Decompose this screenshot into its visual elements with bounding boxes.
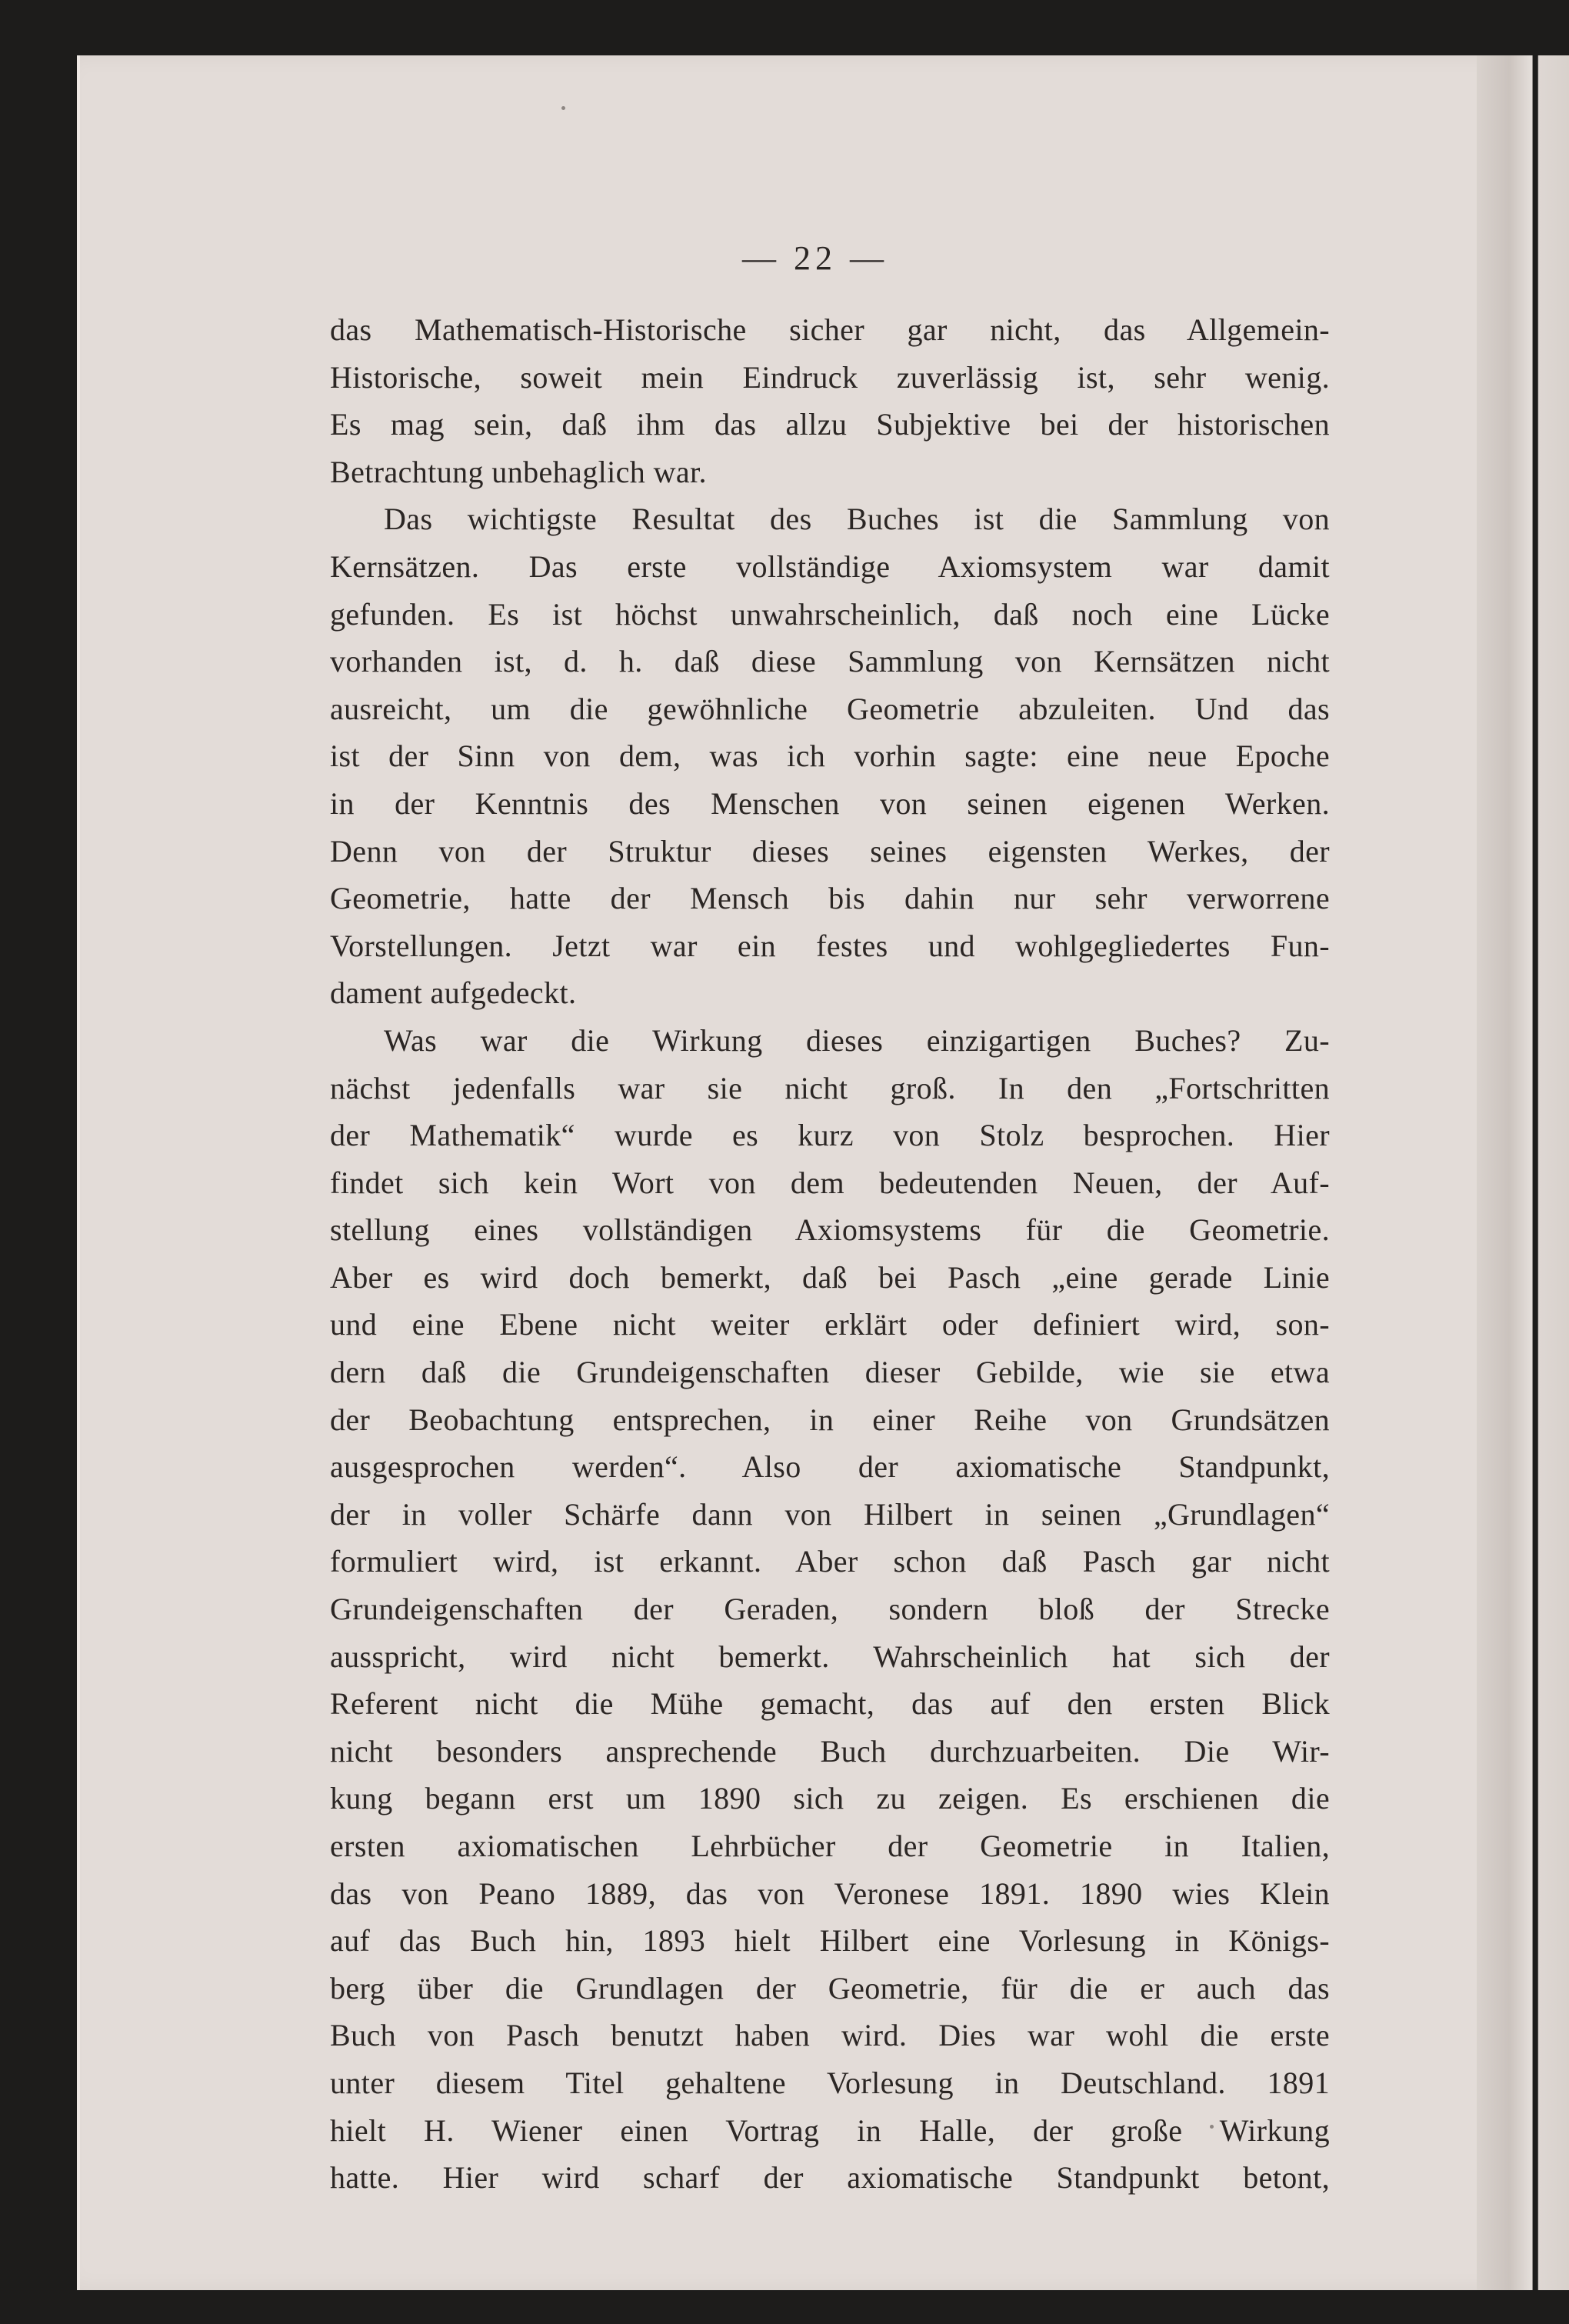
text-line: nicht besonders ansprechende Buch durchzuarbeiten. Die Wir- [330, 1733, 1330, 1769]
text-line: Grundeigenschaften der Geraden, sondern bloß der Strecke [330, 1592, 1330, 1627]
text-line: dern daß die Grundeigenschaften dieser Gebilde, wie sie etwa [330, 1355, 1330, 1390]
text-line: Kernsätzen. Das erste vollständige Axiomsystem war damit [330, 548, 1330, 584]
text-line: ersten axiomatischen Lehrbücher der Geometrie in Italien, [330, 1829, 1330, 1863]
text-line: berg über die Grundlagen der Geometrie, für die er auch das [330, 1970, 1330, 2006]
text-line: der Mathematik“ wurde es kurz von Stolz besprochen. Hier [330, 1118, 1330, 1153]
text-line: hielt H. Wiener einen Vortrag in Halle, der große Wirkung [330, 2112, 1330, 2148]
text-line: Aber es wird doch bemerkt, daß bei Pasch „eine gerade Linie [330, 1259, 1330, 1295]
text-line: hatte. Hier wird scharf der axiomatische Standpunkt betont, [330, 2160, 1330, 2196]
text-line: Es mag sein, daß ihm das allzu Subjektive bei der historischen [330, 407, 1330, 442]
text-line: vorhanden ist, d. h. daß diese Sammlung von Kernsätzen nicht [330, 644, 1330, 679]
text-line: ausreicht, um die gewöhnliche Geometrie abzuleiten. Und das [330, 691, 1330, 726]
text-line: Was war die Wirkung dieses einzigartigen Buches? Zu- [384, 1022, 1330, 1058]
paper-speck [561, 106, 565, 110]
text-line: stellung eines vollständigen Axiomsystems für die Geometrie. [330, 1212, 1330, 1248]
text-line: formuliert wird, ist erkannt. Aber schon daß Pasch gar nicht [330, 1544, 1330, 1579]
text-line: dament aufgedeckt. [330, 975, 577, 1011]
text-line: unter diesem Titel gehaltene Vorlesung in Deutschland. 1891 [330, 2065, 1330, 2100]
text-line: auf das Buch hin, 1893 hielt Hilbert eine Vorlesung in Königs- [330, 1923, 1330, 1959]
text-line: ausspricht, wird nicht bemerkt. Wahrscheinlich hat sich der [330, 1639, 1330, 1674]
text-line: ausgesprochen werden“. Also der axiomatische Standpunkt, [330, 1449, 1330, 1485]
text-line: der Beobachtung entsprechen, in einer Reihe von Grundsätzen [330, 1402, 1330, 1437]
text-line: und eine Ebene nicht weiter erklärt oder definiert wird, son- [330, 1307, 1330, 1342]
book-gutter [1477, 55, 1569, 2290]
text-line: Geometrie, hatte der Mensch bis dahin nur sehr verworrene [330, 881, 1330, 916]
text-line: Historische, soweit mein Eindruck zuverlässig ist, sehr wenig. [330, 359, 1330, 395]
text-line: Das wichtigste Resultat des Buches ist die Sammlung von [384, 502, 1330, 537]
body-text [330, 306, 1330, 2202]
text-line: Referent nicht die Mühe gemacht, das auf den ersten Blick [330, 1686, 1330, 1722]
text-line: das von Peano 1889, das von Veronese 1891. 1890 wies Klein [330, 1876, 1330, 1911]
text-line: der in voller Schärfe dann von Hilbert in seinen „Grundlagen“ [330, 1496, 1330, 1532]
text-line: Denn von der Struktur dieses seines eigensten Werkes, der [330, 833, 1330, 869]
text-line: nächst jedenfalls war sie nicht groß. In den „Fortschritten [330, 1070, 1330, 1105]
text-line: findet sich kein Wort von dem bedeutenden Neuen, der Auf- [330, 1165, 1330, 1200]
text-line: in der Kenntnis des Menschen von seinen eigenen Werken. [330, 785, 1330, 821]
text-line: Vorstellungen. Jetzt war ein festes und wohlgegliedertes Fun- [330, 928, 1330, 963]
text-line: Betrachtung unbehaglich war. [330, 454, 707, 489]
page-number: — 22 — [742, 239, 888, 277]
text-line: kung begann erst um 1890 sich zu zeigen. Es erschienen die [330, 1781, 1330, 1816]
text-line: gefunden. Es ist höchst unwahrscheinlich, daß noch eine Lücke [330, 596, 1330, 632]
text-line: das Mathematisch-Historische sicher gar nicht, das Allgemein- [330, 312, 1330, 347]
text-line: Buch von Pasch benutzt haben wird. Dies war wohl die erste [330, 2018, 1330, 2053]
text-line: ist der Sinn von dem, was ich vorhin sagte: eine neue Epoche [330, 739, 1330, 774]
